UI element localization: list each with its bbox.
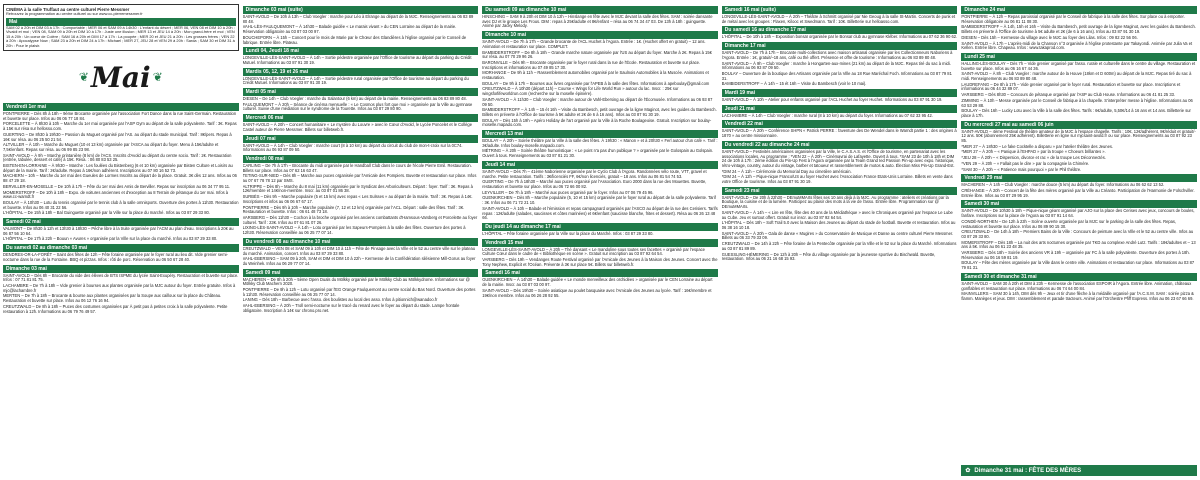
event-entry: BOULAY – Dès 15h à 19h – Apéro Holiday de l'art organisé par la Ville à la Roche Boulageoise. Gratuit. Inscription sur boulay-moselle.mapado.com. [482,117,712,128]
event-entry: CREUTZWALD – De 8h à 18h – Puces des costumes organisées par À petit pas à petites croix à la salle polyvalente. Petite restauration à 12h. Informations au 06 79 76 49 57. [3,303,228,314]
cinema-schedule: SAM 02 à 20h et DIM 03 à 17h : Comportable ; MER 06 et SAM 09 à 14h30 : L'enfant du désert ; MER 06, VEN 08 et DIM 10 à 20h : Vivaldi et moi ; VEN 08, SAM 09 à 20h et DIM 10 à 17h : Juste une illusion ; MER 13 et JEU 14 à 20h : Mon grand-frère et moi ; VEN 15 à 20h : Un coeur de Colère ; SAM 16 à 20h et DIM 17 à 17h : La poupée ; MER 20 et JEU 21 à 20h : Les grosses frères ; VEN 22 à 20h : Apocalypse Now ; SAM 23 à 20h et DIM 24 à 17h : Michael ; MER 27, JEU 28 et VEN 29 à 20h : Sarda ; SAM 30 et DIM 31 à 20h : Pour le plaisir. [6,24,235,48]
event-entry: BERVILLER-EN-MOSELLE – De 10h à 17h – Fête du 1er mai des Amis de Berviller. Repas sur inscription au 06 34 77 95 11. [3,183,231,189]
event-entry: FAULQUEMONT – À 20h – Séance de cinéma mensuelle : « Le Cosmos plus fort que moi » organisée par la Ville au gymnase culturel. Suivie d'une médiation sur le syndrome de la Tourette. Infos au 03 87 29 80 90. [242,101,473,112]
event-entry: BAMBIDERSTROFF – À 14h – 15 ét 16h – Visite du Bambesch (voir le 10 mai). [721,81,867,87]
event-entry: LACHAMBRE – De 7h à 18h – Vide grenier à bourses aux plantes organisée par la MJC autour du foyer. Entrée gratuite. Infos à mjc@lachambre.fr [3,282,236,293]
event-entry: PONTPIERRE – Dès 8h à 18h – 9ème Brocante organisée par l'association Fort Dance dans la rue Saint-Germain. Restauration et buvette sur place. Infos au 06 06 77 18 84. [3,111,237,121]
event-entry: VARSBERG – Dès 11h30 – Cochon à la broche organisé par les anciens combattants d'Hamsous-Varsberg et Porcelette au foyer culturel. Tarif : 23€. Infos au 07 61 81 07 26. [242,214,478,225]
event-entry: BOUCHEPORN – À 15h – Concert pour le mois de Marie par le Chœur des Glandières à l'église organisé par le Conseil de fabrique. Entrée libre. Plateau. [242,34,467,45]
leaf-icon: ❦ [78,70,89,84]
event-entry: LANING – Dès 18h – Barbecue avec l'asso. des boulistes au local des asso. Infos à pitionnich@wanadoo.fr [242,297,438,303]
date-header: Jeudi 21 mai [722,105,958,113]
event-entry: PONTPIERRE – Dès 9h à 10h – Marche populaire (7, 12 et 12 km) organisée par l'ACL. Départ : salle des fêtes. Tarif : 3€. Restauration et buvette. Infos : 06 61 48 73 18. [242,204,465,215]
event-entry: SAINT-AVOLD – Dès 8h – Brocante du vide des élèves de BTS ISPME du lycée Saint-Exupéry. Restauration et buvette sur place. Infos : 07 71 81 81 75. [3,272,239,283]
event-entry: SAINT-AVOLD – À 20h – Concert humanitaire « Le mystère du Louvre » avec le Cœur d'Avold, le Lycée Poncelet et le Collège Castel auteur de Pierre Messmer. Billets sur billetweb.fr. [242,122,472,132]
event-entry: BARONVILLE – Dès 9h – Brocante organisée par le foyer rural dans la rue de l'École. Restauration et buvette sur place. Inscriptions et informations au 07 49 85 17 30. [482,59,701,70]
event-entry: LONGEVILLE-LÈS-SAINT-AVOLD – À 20h – Thé dansant « Le mandoline sous toutes ses facettes » organisé par l'espace Culture Cœur dans le cadre de « Bibliothèque en scène ». Gratuit sur inscription au 03 87 92 64 54. [482,246,705,257]
event-entry: BOULAY – À 20h – Soirée théâtre par la Ville à la salle des fêtes. À 19h30 : « Manon » et à 20h30 « Ferl autour d'un café ». Tarif : 3€/adulte. Infos boulay-moselle.mapado.com. [482,138,718,148]
event-entry: CREUTZWALD – À 10h30 (départ 11h) – Course « Wings for Life World Run » autour du lac. Inscr. : 25€ sur wingsforlifeworldrun.com (recherche sur la moselle épinière). [482,86,679,97]
event-entry: BAMBIDERSTROFF – De 8h à 18h – Grande marche nature organisée par l'US au départ du foyer. Marche à 2€. Repas à 15€ sur résa. au 07 70 29 96 26. [482,49,712,60]
column-4 [722,4,958,476]
event-entry: VARSBERG – Dès 8h30 – Concours de pétanque organisé par l'ASP au Club House. Informations au 06 41 81 25 33. [961,92,1176,98]
event-entry: ALTVILLER – À 10h – Marche du Muguet (10 et 13 km) organisée par l'ASCA au départ du foyer. Menu à 15€/adulte et 7,5€/enfant. Repas sur résa. au 06 99 85 23 98. [3,142,219,152]
event-entry: L'HÔPITAL – Fête foraine organisée par la Ville sur la place du Marché. Infos : 03 87 29 33 80. [482,230,654,236]
event-entry: SAINT-AVOLD – De 20h à 22h30 – DEmuMMArts fêtes ses 10 ans déjà à la MJC. Au programme : ateliers et créations par la Boutique, la cuisine et de la lumière. Participez au plaisir des mots à la vie de l'asso. Entrée libre. Programmation sur @ DEmuMMArts. [721,194,949,210]
date-header: Samedi 09 mai [243,269,479,277]
event-entry: VAHL-EBERSING – À 20h – Troll semi-nocturne sur le tracé du renard avec le foyer au départ du stade. Lampe frontale obligatoire. Inscription à 14€ sur chrono.pro.net. [242,303,460,313]
event-entry: SAINT-AVOLD – À 20h – Gala de danse « Mugires » du Conservatoire de Musique et Danse au centre culturel Pierre Messmer. Billets au 06 33 79 33 09. [721,230,954,241]
cinema-intro-box [3,4,239,51]
event-entry: *DIM 24 – À 12h – Pique-nique Franco/US au foyer Huchet avec l'Association France Etats-Unis Lorraine. Billets en vente dans votre Office de tourisme. Infos au 03 87 91 30 19. [721,174,953,185]
event-entry: GUENKIRCHEN – Dès 8h – Marche populaire (5, 10 et 15 km) organisée par le foyer rural au départ de la salle polyvalente. Tarif : 3€. Infos au 06 71 72 21 10. [482,195,716,206]
date-header: Samedi 02 mai [3,218,239,226]
month-title: Mai [90,60,151,94]
date-header: Du jeudi 14 au dimanche 17 mai [482,223,718,231]
event-entry: LONGEVILLE-LÈS-SAINT-AVOLD – À 14h – Sortie pédestre rural organisée par l'Office de tourisme au départ du parking du Crédit Mutuel. Informations au 03 87 91 30 19. [242,75,469,86]
event-entry: SAINT-AVOLD – À 20h – Conférence SHPN « Patrick PERRE : l'aventure des De Wendel dans le Warndt partie 1 : des origines à 1870 » au centre missionnaire. [721,128,957,139]
event-entry: SAINT-AVOLD – À 17h – L'après-midi de la Chanson n°3 organisée à l'église protestante par Takayondi. Animée par Julia Va et Kellen. Entrée libre. Chapeau. Infos : www.takaprod.com. [961,40,1193,51]
event-entry: ALTRIPPE – Dès 8h – Marche du 8 mai (11 km) organisée par le Syndicat des Arboriculteurs. Départ : foyer. Tarif : 3€. Repas à 12€/membre et 14€/non-membre. Inscr. au 03 87 01 86 38. [242,183,473,194]
event-entry: SAINT-AVOLD – De 10h30 à 18h – Pique-nique géant organisé par AJO sur la place des Cerises avec jeux, concours de boules, fanfare. Inscriptions sur la place de l'Agora au 03 87 91 14 64. [961,208,1195,219]
event-entry: GUESSLING-HÉMERING – De 12h à 20h – Fête du village organisée par la jeunesse sportive du Bischwald. Buvette, restauration. Infos au 06 21 16 68 15 93. [721,251,936,262]
date-header: Dimanche 17 mai [722,42,958,50]
date-header: Du vendredi 08 au dimanche 10 mai [243,238,479,246]
date-header: Lundi 25 mai [961,53,1197,61]
date-header: Jeudi 07 mai [243,135,479,143]
event-entry: CREUTZWALD – VEN 08 et SAM 09 à 10h et DIM 10 à 11h – Fête de Pinsage avec la Ville et le 52 au centre ville sur le plateau du marché. Animation, concert. Infos au 03 87 29 33 80. [242,245,476,256]
event-entry: PORCELETTE – À 8h30 à 10h – Marche du 1er mai organisée par l'ASP Gym au départ de la salle polyvalente. Tarif : 3€. Repas à 15€ sur résa sur hellosso.com. [3,121,237,132]
event-entry: HINSCHING – SAM 9 à 20h et DIM 10 à 12h – Hinslange en fête avec le MJC devant la salle des fêtes. SAM : soirée dansante avec DJ et le groupe Les Frous. DIM : repas à 25€/adulte et 8€/enfant – résa au 06 74 34 47 03. De 13h à 18h : guinguette. Animé par Jacky Melody. [482,14,713,29]
event-entry: BOULAY – À 10h30 – Lotu du tennis organisé par le tennis club à la salle omnisports. Ouverture des portes à 11h30. Restauration et buvette. Infos au 06 40 31 22 56. [3,199,239,210]
event-entry: MACHEREN – À 14h – Club Voegler : marche douce (5 km) au départ du foyer. Informations au 06 62 62 13 52. [961,182,1165,188]
event-entry: SAINT-AVOLD – À 11h30 – Club Voegler : marche autour de Vahl-Ebersing au départ de l'Écomusée. Informations au 06 93 87 09 50. [482,96,713,107]
event-entry: SAINT-AVOLD – À 10h – Atelier pour enfants organisé par l'ACL Huchet au foyer Huchet. Informations au 03 87 91 30 19. [721,97,943,103]
date-header: Samedi 30 mai [961,200,1197,208]
event-entry: BOULAY – Fête des mères organisée par la Ville dans le centre ville. Animations et restauration sur place. Informations au 03 87 79 81 31. [961,260,1195,271]
flower-icon: ✿ [965,468,971,474]
date-header: Samedi 30 et dimanche 31 mai [961,273,1197,281]
event-entry: SAINT-AVOLD – Festivités américaines organisées par la Ville, le C.A.S.A.S. et l'Office de tourisme, en partenariat avec les associations locales. Au programme : *VEN 22 – À 20h – Cinémavrai de Lafayette. Ouvert à tous. *SAM 23 de 10h à 18h et DIM 24 de 10h à 17h : 2ème édition du Pin-Up Fest à l'Agora organisée par la Team Grand Ied Passion Pin-up avec expo. historique, rétro-vintage, country, autour du vintage, barber et tatoueur et rassemblement de motos & auto. Élection Miss Pin-Up Grand-Est. [721,148,955,168]
date-header: Jeudi 14 mai [482,161,718,169]
event-entry: *DIM 24 – À 11h – Cérémonie du Memorial Day au cimetière américain. [721,168,852,174]
cinema-subtitle: Retrouvez la programmation au centre culturel ou sur www.cc-pierremessmer.fr [6,11,143,16]
event-entry: LIXING-LÈS-SAINT-AVOLD – À 14h – Lotu organisé par les Sapeurs-Pompiers à la salle des fêtes. Ouverture des portes à 12h30. Réservation conseillée au 06 25 77 07 14. [242,225,466,236]
date-header: Du vendredi 22 au dimanche 24 mai [722,141,958,149]
event-entry: SURBÈS – Dès 9h – Marche populaire (5 et 15 km) avec repas « Les Sulsses » au départ de la mairie. Tarif : 3€. Repas à 14€. Inscriptions et infos au 06 06 67 67 17. [242,194,473,204]
event-entry: MACHEREN – De 8h à 20h – 5ème Open Duals du Mölkky organisé par le Mölkky Club au Mölkkydrome. Informations sur @ Mölkky Club Machern 2020. [242,276,470,287]
date-header: Vendredi 15 mai [482,239,718,247]
event-entry: LAUDREFANG – De 8h à 17h – Vide grenier organisé par le foyer rural. Restauration et buvette sur place. Inscriptions et informations au 06 44 32 89 07. [961,81,1181,92]
date-header: Mardis 05, 12, 19 et 26 mai [243,68,479,76]
event-entry: BOULAY – Dès 16h – Lucky Lotu avec la Ville à la salle des fêtes. Tarifs : 6€/adulte, 5,50€/14 à 16 ans et 14 ans. Billetterie sur place à 17h. [961,108,1191,118]
event-entry: *MER 27 – À 20h – « Panique à l'EHPAD » par la troupe « Choeurs brillantes ». [961,149,1106,155]
mothers-day-text: Dimanche 31 mai : FÊTE DES MÈRES [974,467,1082,474]
column-5 [961,4,1197,476]
cinema-month-header: Mai [6,18,236,26]
date-header: Dimanche 03 mai (suite) [243,6,479,14]
date-header: Samedi 23 mai [722,187,958,195]
date-header: Samedi 16 mai (suite) [722,6,958,14]
event-entry: VARSBERG – Dès 18h – Soirée des anciens VR à 19h – organisée par FC à la salle polyvalente. Ouverture des portes à 18h. Réservation au 06 16 59 81 19. [961,250,1190,260]
date-header: Vendredi 1er mai [3,103,239,111]
event-entry: SAINT-AVOLD – À 10h – Balade et l'émission et repas campagnard organisés par l'ASCO au départ de la rue des Cerisiers. Tarifs repas : 12€/adulte (salades, saucisses et côtes marinées) et 6€/enfant (saucisse blanche, frites et dessert). Résa au 06 26 13 48 66. [482,205,718,221]
event-entry: ZIMMING – À 10h – Messe organisée par le Conseil de fabrique à la chapelle. S'interpréter messe à l'église. Informations au 06 63 53 29 88. [961,97,1193,108]
event-entry: MOMERSTROFF – Dès 18h – La nuit des arts nocturnes organisée par TKD au complexe André Lutz. Tarifs : 18€/adultes et – 13 ans à 5€. Infos au 06 61 23 48 35. [961,239,1196,250]
event-entry: MOMERSTROFF – De 10h à 18h – Expo. de voitures anciennes et d'exception au 8 Terrain de pétanque du 1er mai. Infos à www.cc-warndt.fr [3,189,229,200]
event-entry: SAINT-AVOLD – À 9h – Marche printanière (8 km) de l'ACS. Inscrits d'Avold au départ du centre socio. Tarif : 2€. Restauration (entrée, tabulée, dessert et café) à 15€. Résa. : 06 80 83 53 25. [3,152,232,163]
event-entry: TETING-SUR-NIED – Dès 8h – Marche aux puces organisée par l'Amicale des Pompiers. Buvette et restauration sur place. Infos au 07 67 78 78 12 par SMS. [242,173,477,184]
month-banner [3,57,239,97]
event-entry: BOULAY – De 9h à 17h – Bourses aux livres organisée par l'APEB à la salle des fêtes. Informations à apeboulay@gmail.com [482,80,710,86]
event-entry: *JEU 28 – À 20h – « Dispersion, divorce et rac » de la troupe Les Déconnectés. [961,155,1106,161]
date-header: Lundi 04, Jeudi 18 mai [243,47,479,55]
event-entry: SAINT-AVOLD – À 14h – Club Voegler : marche court (8 à 10 km) au départ du circuit du club de mon-t-croix sur la 0C74. Informations au 06 93 87 09 50. [242,142,463,153]
cinema-title: CINÉMA à la salle Truffaut au centre culturel Pierre Messmer [6,7,130,12]
event-entry: *VEN 29 – À 20h – « Fallait pas le dire » par la compagnie la Chimère. [961,160,1090,166]
event-entry: SAINT-AVOLD – 4ème Festival de théâtre amateur de la MJC à l'espace chapelle. Tarifs : 10€, 12€/adhérent, 8€/réduit et gratuit/- 12 ans. 50€ (abonnement 25€ adhérent). Billetterie en ligne sur mjcsaint-avold.fr ou sur place. Renseignements au 03 87 92 23 85. [961,128,1196,144]
event-entry: SAINT-AVOLD – De 7h à 17h – Grande brocante de l'ACL Huchet à l'Agora. Entrée : 1€. (Huchet offert en gratuit) – 12 ans. Animation et restauration sur place. COMPLET. [482,39,706,49]
event-entry: PONTPIERRE – De 9h à 12h – Lotu organisé par l'EG Orange Faulquemont au centre social du Bas Nord. Ouverture des portes à 11h30. Réservation conseillée au 06 25 77 07 14. [242,287,476,297]
column-5-events [961,4,1197,302]
event-entry: MÉTRING – À 20h – Soirée théâtre humoristique : « Le point n'a pas d'un publique ? » organisée par le Golospain au Golspain. Ouvert à tous. Renseignements au 03 87 81 21 30. [482,148,714,159]
event-entry: DENDRES-OR-LA-FORÊT – Saint des fêtes de 12h – Fête foraine organisée par le foyer rural au lieu dit. Vide grenier semi-nocturne dans la rue de la Fontaine. BBQ et pizzas. Infos : rôti de porc. Réservation au 06 50 67 28 40. [3,252,228,262]
event-entry: PONTPIERRE – À 12h – Repas paroissial organisé par le Conseil de fabrique à la salle des fêtes. Sur place ou à emporter. Réservation obligatoire au 06 81 11 08 30. [961,14,1185,24]
date-header: Dimanche 10 mai [482,31,718,39]
column-1-events [3,101,239,314]
event-entry: MAINVILLERS – SAM 30 à 14h, DIM dès 9h – Jeux et tir d'une flèche à la médaille organisé par l'A.C.S.M. SAM : soirée pizza & flamm. Manèges et jeux. DIM : rassemblement et parade tracteurs. Animé par l'Orchestre Pfiff Express. Infos au 06 23 67 66 69. [961,291,1194,301]
event-entry: MORHANGE – De 9h à 11h – Rassemblement automobiles organisé par le Saulnois Automobiles à la Muscée. Animations et restauration. [482,70,709,81]
event-entry: SAINT-AVOLD – De 7h à 17h – Brocante multi-collections avec maison artisanal organisée par les Collectionneurs Naboriens à l'Agora. Entrée : 1€, gratuit/–18 ans, café ou thé offert. Présence et offre de tourisme : Informations au 06 83 89 80 48. [721,50,953,60]
event-entry: CREUTZWALD – De 14h à 22h – Fête foraine de la Pentecôte organisée par la Ville et le 52 sur la place du Marché. Informations au 03 87 81 89 89. [721,241,957,251]
event-entry: BOULAY – Ouverture de la boutique des Artisans organisée par la Ville au 18 Rue Maréchal Foch. Informations au 03 87 79 81 31. [721,70,952,81]
date-header: Vendredi 29 mai [961,174,1197,182]
date-header: Du samedi 02 au dimanche 03 mai [3,244,239,252]
event-entry: LEYVILLER – De 7h à 18h – Marché aux puces organisé par le foyer. Infos au 07 06 79 45 96. [482,189,654,195]
date-header: Du samedi 16 au dimanche 17 mai [722,26,958,34]
column-2 [243,4,479,476]
event-entry: MERTEN – De 7h à 18h – Brocante & bourse aux plantes organisées par la Soupe aux cailloux sur la place du Château. Restauration et buvette sur place. Infos au 06 12 76 16 94. [3,293,222,304]
event-entry: LONGEVILLE-LÈS-SAINT-AVOLD – À 14h – Sortie pédestre organisée par l'Office de tourisme au départ du parking du Crédit Mutuel. Informations au 03 87 91 30 19. [242,55,472,65]
event-entry: BISTEN-EN-LORRAINE – À 9h30 – Marche : Les foulées du Bistenberg (6 et 10 km) organisée par Bisten Culture et Loisirs au départ de la mairie. Tarif : 2€/adulte. Repas à 16€/non adhérent. Inscriptions au 07 80 16 52 73. [3,163,233,173]
date-header: Mardi 05 mai [243,88,479,96]
event-entry: GUERTING – De 8h30 à 19h30 – Passion du Muguet organisé par l'AS. au départ du stade municipal. Tarif : 8€/pers. Repas à 16€ sur résa. au 06 25 50 21 54. [3,131,232,142]
event-entry: SAINT-AVOLD – Dès 19h30 – Soirée asiatique au poulet basquaise avec l'Amicale des Jeunes au lycée. Tarif : 16€/membre et 19€/non membre. Infos au 06 26 28 92 55. [482,287,712,298]
event-entry: GUENKIRCHEN – À 14h30 – Balade guidée « Le monde merveilleux des orchidées » organisée par le CEN Lorraine au départ de la mairie. Inscr. au 03 87 03 00 97. [482,277,713,288]
event-entry: DIESEN – Dès 15h – Kermesse du village avec le MJC au foyer des Lilas. Infos : 09 82 22 56 06. [961,34,1138,40]
event-entry: CONDÉ-NORTHEN – De 12h à 23h – Scène ouverte organisée par la MJC sur le parking de la salle des fêtes. Repas, restauration et buvette sur place. Infos au 06 89 90 15 30. [961,218,1177,229]
event-entry: SAINT-AVOLD – SAM 30 à 20h et DIM à 23h – Kermesse de l'association ESPOIR à l'Agora. Entrée libre. Animation, châteaux gonflables et restauration sur place. Informations au 06 74 64 00 84. [961,280,1192,291]
event-entry: CREUTZWALD – De 14h à 18h – Premiers Bains de la Ville : Concours de peinture avec la Ville et le 52 au centre ville. Infos au 03 87 29 33 80. [961,229,1194,239]
event-entry: SAINT-AVOLD – De 10h à 13h – Club Voegler : marche pour Léo à Elrange au départ de la MJC. Renseignements au 06 83 89 80 48. [242,14,474,24]
event-entry: *SAM 30 – À 20h – « Patience mais pourquoi » par le Phil théâtre. [961,166,1082,172]
date-header: Du samedi 09 au dimanche 10 mai [482,6,718,14]
event-entry: LACHAMBRE – À 14h – Club Voegler : marche rural (8 à 10 km) au départ du foyer. Informations au 07 62 33 95 42. [721,112,933,118]
date-header: Du mercredi 27 mai au samedi 06 juin [961,121,1197,129]
event-entry: VARSBERG – Dès 19h – Vendanges Route Festival organisé par l'Amicale des Jeunes à la Maison des Jeunes. Concert avec the Tony Nephew, Explicit et l'Océan. Prévente à 3€ sur place 5€. Billets sur billetweb.fr. [482,257,718,267]
event-entry: HALLING-LÈS-BOULAY – Dès 7h – Vide grenier organisé par l'asso. rurale et culturelle dans le centre du village. Restauration et buvette sur place. Infos au 06 16 67 44 36. [961,60,1196,71]
event-entry: VAHL-EBERSING – SAM 09 à 20h, SAM et DIM et DIM 10 à 22h – Kermesse de la Confédération silésienne Mill-Gorus au foyer du Weinhek. Infos au 06 29 77 07 14. [242,256,476,266]
event-entry: CARLING – De 7h à 17h – Brocante du midi organisée par le Handball Club dans le cours de l'école Pierre Emil. Restauration. Billets sur place. Infos au 07 62 16 63 47. [242,162,472,173]
event-entry: LONGEVILLE-LÈS-SAINT-AVOLD – À 20h – Théâtre à Schmitt organisé par Nie Geoug à la salle St-Martin. Concerts de punk et de métal avec les groupes : Flaxen, Kilooc et Swedmann. Tarif : 10€. Billetterie sur helloasso.com. [721,14,956,24]
date-header: Vendredi 22 mai [722,120,958,128]
mothers-day-banner [961,465,1197,476]
date-header: Dimanche 24 mai [961,6,1197,14]
date-header: Mercredi 13 mai [482,130,718,138]
event-entry: DIESEN – De 14h – Club Voegler : marche du Salantour (6 km) au départ de la mairie. Renseignements au 06 83 89 80 48. [242,96,467,102]
column-3 [482,4,718,476]
event-entry: BAMBIDERSTROFF – À 14h, 15h et 16h – Visite du Bambesch, petit ouvrage de la ligne Maginot, avec les guides du Bambesch. Billets en préverte à l'Office de tourisme à 5€ adulte et 2€ (de 6 à 16 ans). Infos au 03 87 91 30 19. [961,24,1196,35]
date-header: Vendredi 08 mai [243,155,479,163]
date-header: Samedi 16 mai [482,269,718,277]
date-header: Mardi 19 mai [722,89,958,97]
event-entry: VAHL-LÈS-FAULQUEMONT – À 14h30 – Balade guidée « Le marais vivant » du CEN Lorraine au départ de la mairie. Réservation obligatoire au 03 87 03 00 97. [242,24,457,35]
event-entry: SAINT-AVOLD – Dès 7h – 41ème Naborienne organisée par le Cyclo Club à l'Agora. Randonnées vélo route, VTT, gravel et marche. Petite restauration. Tarifs : 3€/licenciés FF, 6€/non licenciés, gratuit – 18 ans. Infos au 06 81 54 74 53. [482,168,707,179]
date-header: Dimanche 03 mai [3,265,239,273]
date-header: Mercredi 06 mai [243,114,479,122]
event-entry: L'HÔPITAL – Dès 18h – Soft Trail 5.0 avec la Maison des Jeunes au départ du stade de football. Buvette et restauration. Infos au 06 38 16 10 18. [721,220,956,230]
event-entry: VALMONT – De 8h30 à 12h et 13h30 à 18h30 – Pêche libre à la truite organisée par l'ACM au plan d'eau. Inscriptions à 20€ au 06 87 56 10 64. [3,226,234,236]
event-entry: SAINT-AVOLD – À 9h – Club Voegler : marche à Hongarten-aux-mines (21 km) au départ de la MJC. Repas tiré du sac à midi. Informations au 06 93 87 09 50. [721,60,951,71]
event-entry: L'HÔPITAL – De 15h à 18h – Bal Guinguette organisé par la Ville sur la place du marché. Infos au 03 87 29 33 80. [3,210,210,216]
event-entry: L'HÔPITAL – De 10h à 18h – Exposition bonsaï organisée par le Bonsaï club au gymnase Kléber. Informations au 07 62 36 90 62. [721,34,958,40]
event-entry: SAINT-AVOLD – À 14h – « Lire en fête, fête des 40 ans de la Médiathèque » avec le Chroniques organisé par l'espace Le Lube au Cube. Jeu et surtout offert. Gratuit sur inscr. au 03 87 92 64 54. [721,209,953,220]
event-entry: *MER 27 – À 18h30 – Le fake Cocktelle a disparu » par l'atelier théâtre des Jeunes. [961,143,1114,149]
event-entry: GUERTING – De 7h à 18h30 – Marché aux puces organisé par l'Association. Euro 2000 dans la rue des Mouettes. Buvette, restauration et buvette sur place. Infos au 06 72 66 00 82. [482,179,707,189]
event-entry: BAMBIDERSTROFF – À 14h – 15 ét 16h – Visite du Bambesch, petit ouvrage de la ligne Maginot, avec les guides du Bambesch. Billets en préverte à l'Office de tourisme à 5€ adulte et 2€ de 6 à 16 ans). Infos au 03 87 91 30 19. [482,107,717,117]
column-1 [3,4,239,476]
event-entry: L'HÔPITAL – De 17h à 22h – Bouun « Avures » organisée par la Ville sur la place du marché. Infos au 03 87 29 33 80. [3,236,218,242]
leaf-icon: ❦ [152,70,163,84]
event-entry: CRÉHANGE – À 20h – Concert de la fête des mères organisé par la Ville au Créanto. Participation de l'Harmonie de Folschviller. Entrée libre. Infos au 03 87 29 95 19. [961,187,1195,198]
event-entry: SAINT-AVOLD – À 8h – Club Voegler : marche autour de la Houve (18km et D 600m) au départ de la MJC. Repas tiré du sac à midi. Renseignements au 06 83 89 80 48. [961,71,1192,82]
event-entry: MACHERN – 10h – Marche du 1er mai des Gueules de Lormes Inscrits au départ de la place. Gratuit. 3€ dès 12 ans. Infos au 06 88 47 29 18. [3,173,237,184]
